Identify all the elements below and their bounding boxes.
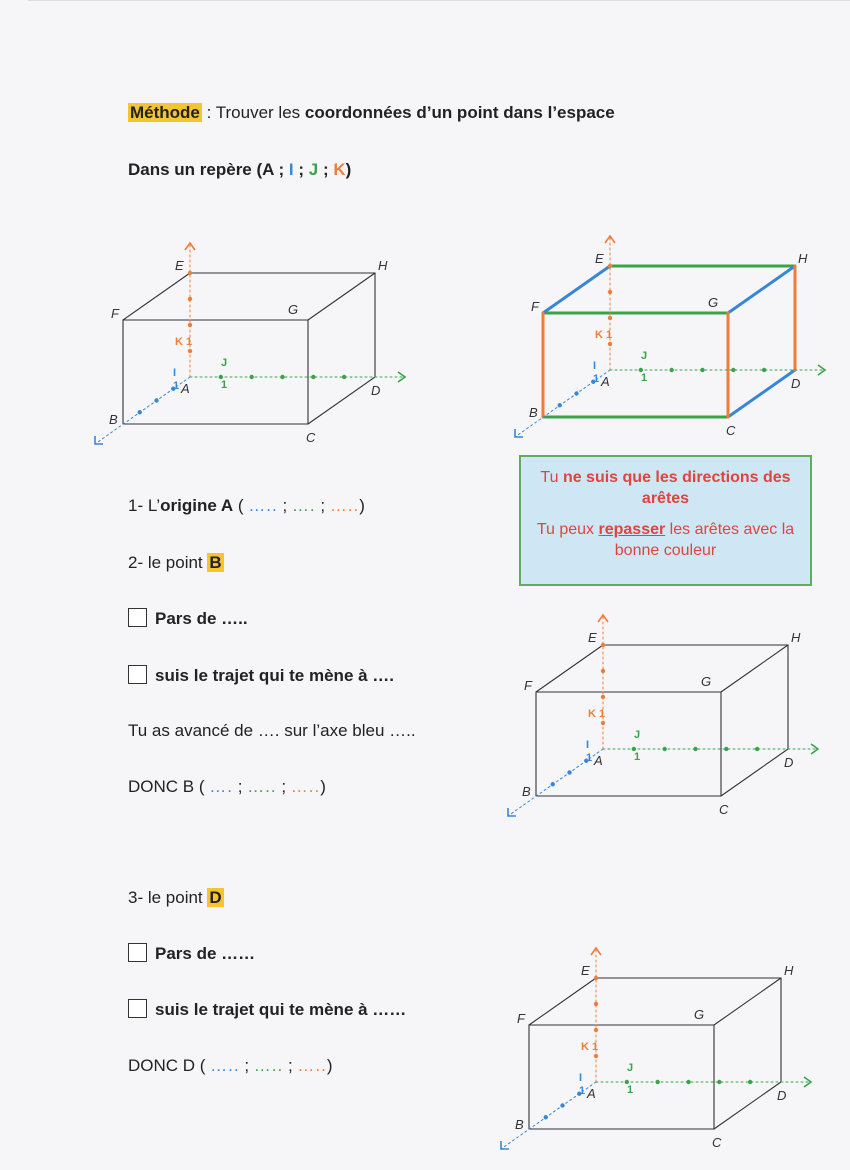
- label-h: H: [378, 258, 388, 273]
- frame-sep1: ;: [293, 160, 309, 179]
- label-g: G: [701, 674, 712, 689]
- b-step-start-label: Pars de …..: [155, 609, 248, 628]
- z-tick: [594, 1028, 598, 1032]
- point-b-heading: [128, 553, 224, 573]
- s2-sep2: ;: [276, 777, 291, 796]
- label-e: E: [595, 251, 604, 266]
- x-axis-arrow: [501, 1141, 509, 1149]
- label-c: C: [726, 423, 736, 438]
- s1-bold: origine A: [160, 496, 234, 515]
- label-j: J: [627, 1062, 634, 1074]
- label-c: C: [306, 430, 316, 445]
- label-k1: K 1: [581, 1041, 599, 1053]
- d-result-line: [128, 1056, 333, 1076]
- s1-prefix: 1- L’: [128, 496, 161, 515]
- s3-close: ): [326, 1056, 333, 1075]
- b-step-start: [128, 608, 248, 629]
- label-g: G: [288, 302, 299, 317]
- s3-result-prefix: DONC D (: [128, 1056, 211, 1075]
- label-j1: 1: [634, 751, 641, 763]
- frame-prefix: Dans un repère (A ;: [128, 160, 289, 179]
- b-step-path: [128, 665, 394, 686]
- hint-line2-post: les arêtes avec la bonne couleur: [614, 521, 795, 559]
- d-blank-x[interactable]: …..: [210, 1056, 240, 1075]
- s3-sep2: ;: [283, 1056, 298, 1075]
- label-j1: 1: [627, 1084, 634, 1096]
- label-i1: 1: [173, 380, 180, 392]
- x-tick: [560, 1103, 564, 1107]
- b-step-path-checkbox[interactable]: [128, 665, 147, 684]
- s1-blank-y[interactable]: ….: [291, 496, 316, 515]
- s1-close: ): [359, 496, 365, 515]
- d-step-path-checkbox[interactable]: [128, 999, 147, 1018]
- hint-line2-underline: repasser: [598, 521, 666, 538]
- label-b: B: [522, 784, 531, 799]
- label-a: A: [601, 374, 610, 389]
- label-b: B: [515, 1117, 524, 1132]
- b-blank-z[interactable]: …..: [290, 777, 321, 796]
- label-g: G: [708, 295, 719, 310]
- d-step-start-checkbox[interactable]: [128, 943, 147, 962]
- hint-box: [519, 455, 812, 586]
- label-h: H: [791, 630, 801, 645]
- label-j: J: [221, 357, 228, 369]
- y-tick: [717, 1080, 721, 1084]
- frame-sep2: ;: [318, 160, 334, 179]
- label-a: A: [594, 753, 603, 768]
- frame-suffix: ): [345, 160, 352, 179]
- edge-cd: [714, 1082, 781, 1129]
- s2-point: B: [209, 553, 222, 572]
- b-blank-y[interactable]: …..: [247, 777, 277, 796]
- label-h: H: [784, 963, 794, 978]
- label-i: I: [173, 367, 177, 379]
- label-k1: K 1: [588, 708, 606, 720]
- label-f: F: [531, 299, 539, 314]
- frame-j: J: [308, 160, 319, 179]
- label-i: I: [579, 1072, 583, 1084]
- hint-line1-bold: ne suis que les directions des arêtes: [562, 469, 791, 507]
- label-i1: 1: [593, 373, 600, 385]
- label-d: D: [791, 376, 801, 391]
- label-e: E: [581, 963, 590, 978]
- s2-close: ): [320, 777, 326, 796]
- label-i: I: [586, 739, 590, 751]
- label-j1: 1: [221, 379, 228, 391]
- d-blank-z[interactable]: …..: [297, 1056, 327, 1075]
- label-e: E: [175, 258, 184, 273]
- label-i: I: [593, 360, 597, 372]
- label-b: B: [109, 412, 118, 427]
- method-badge: Méthode: [130, 103, 200, 122]
- label-d: D: [371, 383, 381, 398]
- hint-line-1: [521, 467, 810, 509]
- s3-sep1: ;: [239, 1056, 254, 1075]
- label-f: F: [517, 1011, 525, 1026]
- d-blank-y[interactable]: …..: [253, 1056, 284, 1075]
- d-step-start-label: Pars de ……: [155, 944, 256, 963]
- label-j: J: [641, 350, 648, 362]
- hint-line1-pre: Tu: [540, 469, 563, 486]
- s1-open: (: [233, 496, 249, 515]
- b-step-path-label: suis le trajet qui te mène à ….: [155, 666, 395, 685]
- frame-k: K: [333, 160, 346, 179]
- d-step-path: [128, 999, 406, 1020]
- s1-blank-z[interactable]: …..: [329, 496, 360, 515]
- label-h: H: [798, 251, 808, 266]
- point-d-heading: [128, 888, 224, 908]
- b-result-line: [128, 777, 326, 797]
- b-blank-x[interactable]: ….: [209, 777, 233, 796]
- y-tick: [655, 1080, 659, 1084]
- s2-prefix: 2- le point: [128, 553, 208, 572]
- s2-result-prefix: DONC B (: [128, 777, 210, 796]
- b-advance-line: Tu as avancé de …. sur l’axe bleu …..: [128, 721, 416, 740]
- s2-sep1: ;: [232, 777, 248, 796]
- s3-point: D: [209, 888, 222, 907]
- s1-blank-x[interactable]: …..: [248, 496, 278, 515]
- label-c: C: [712, 1135, 722, 1150]
- hint-line2-pre: Tu peux: [536, 521, 599, 538]
- edge-gh: [714, 978, 781, 1025]
- d-step-path-label: suis le trajet qui te mène à ……: [155, 1000, 407, 1019]
- title-bold: coordonnées d’un point dans l’espace: [304, 103, 615, 122]
- frame-i: I: [288, 160, 294, 179]
- label-f: F: [524, 678, 532, 693]
- s1-sep2: ;: [315, 496, 330, 515]
- s3-prefix: 3- le point: [128, 888, 208, 907]
- y-tick: [686, 1080, 690, 1084]
- x-tick: [544, 1115, 548, 1119]
- label-b: B: [529, 405, 538, 420]
- label-a: A: [181, 381, 190, 396]
- label-a: A: [587, 1086, 596, 1101]
- label-j: J: [634, 729, 641, 741]
- label-i1: 1: [579, 1085, 586, 1097]
- label-f: F: [111, 306, 119, 321]
- title-prefix: : Trouver les: [201, 103, 305, 122]
- point-e-dot: [594, 976, 598, 980]
- edge-fe: [529, 978, 596, 1025]
- origin-line: [128, 496, 365, 516]
- hint-line-2: [521, 519, 810, 561]
- z-tick: [594, 1054, 598, 1058]
- label-d: D: [784, 755, 794, 770]
- label-g: G: [694, 1007, 705, 1022]
- label-i1: 1: [586, 752, 593, 764]
- label-k1: K 1: [595, 329, 613, 341]
- label-c: C: [719, 802, 729, 817]
- label-k1: K 1: [175, 336, 193, 348]
- label-j1: 1: [641, 372, 648, 384]
- label-e: E: [588, 630, 597, 645]
- y-tick: [748, 1080, 752, 1084]
- z-tick: [594, 1002, 598, 1006]
- label-d: D: [777, 1088, 787, 1103]
- b-step-start-checkbox[interactable]: [128, 608, 147, 627]
- d-step-start: [128, 943, 255, 964]
- s1-sep1: ;: [277, 496, 292, 515]
